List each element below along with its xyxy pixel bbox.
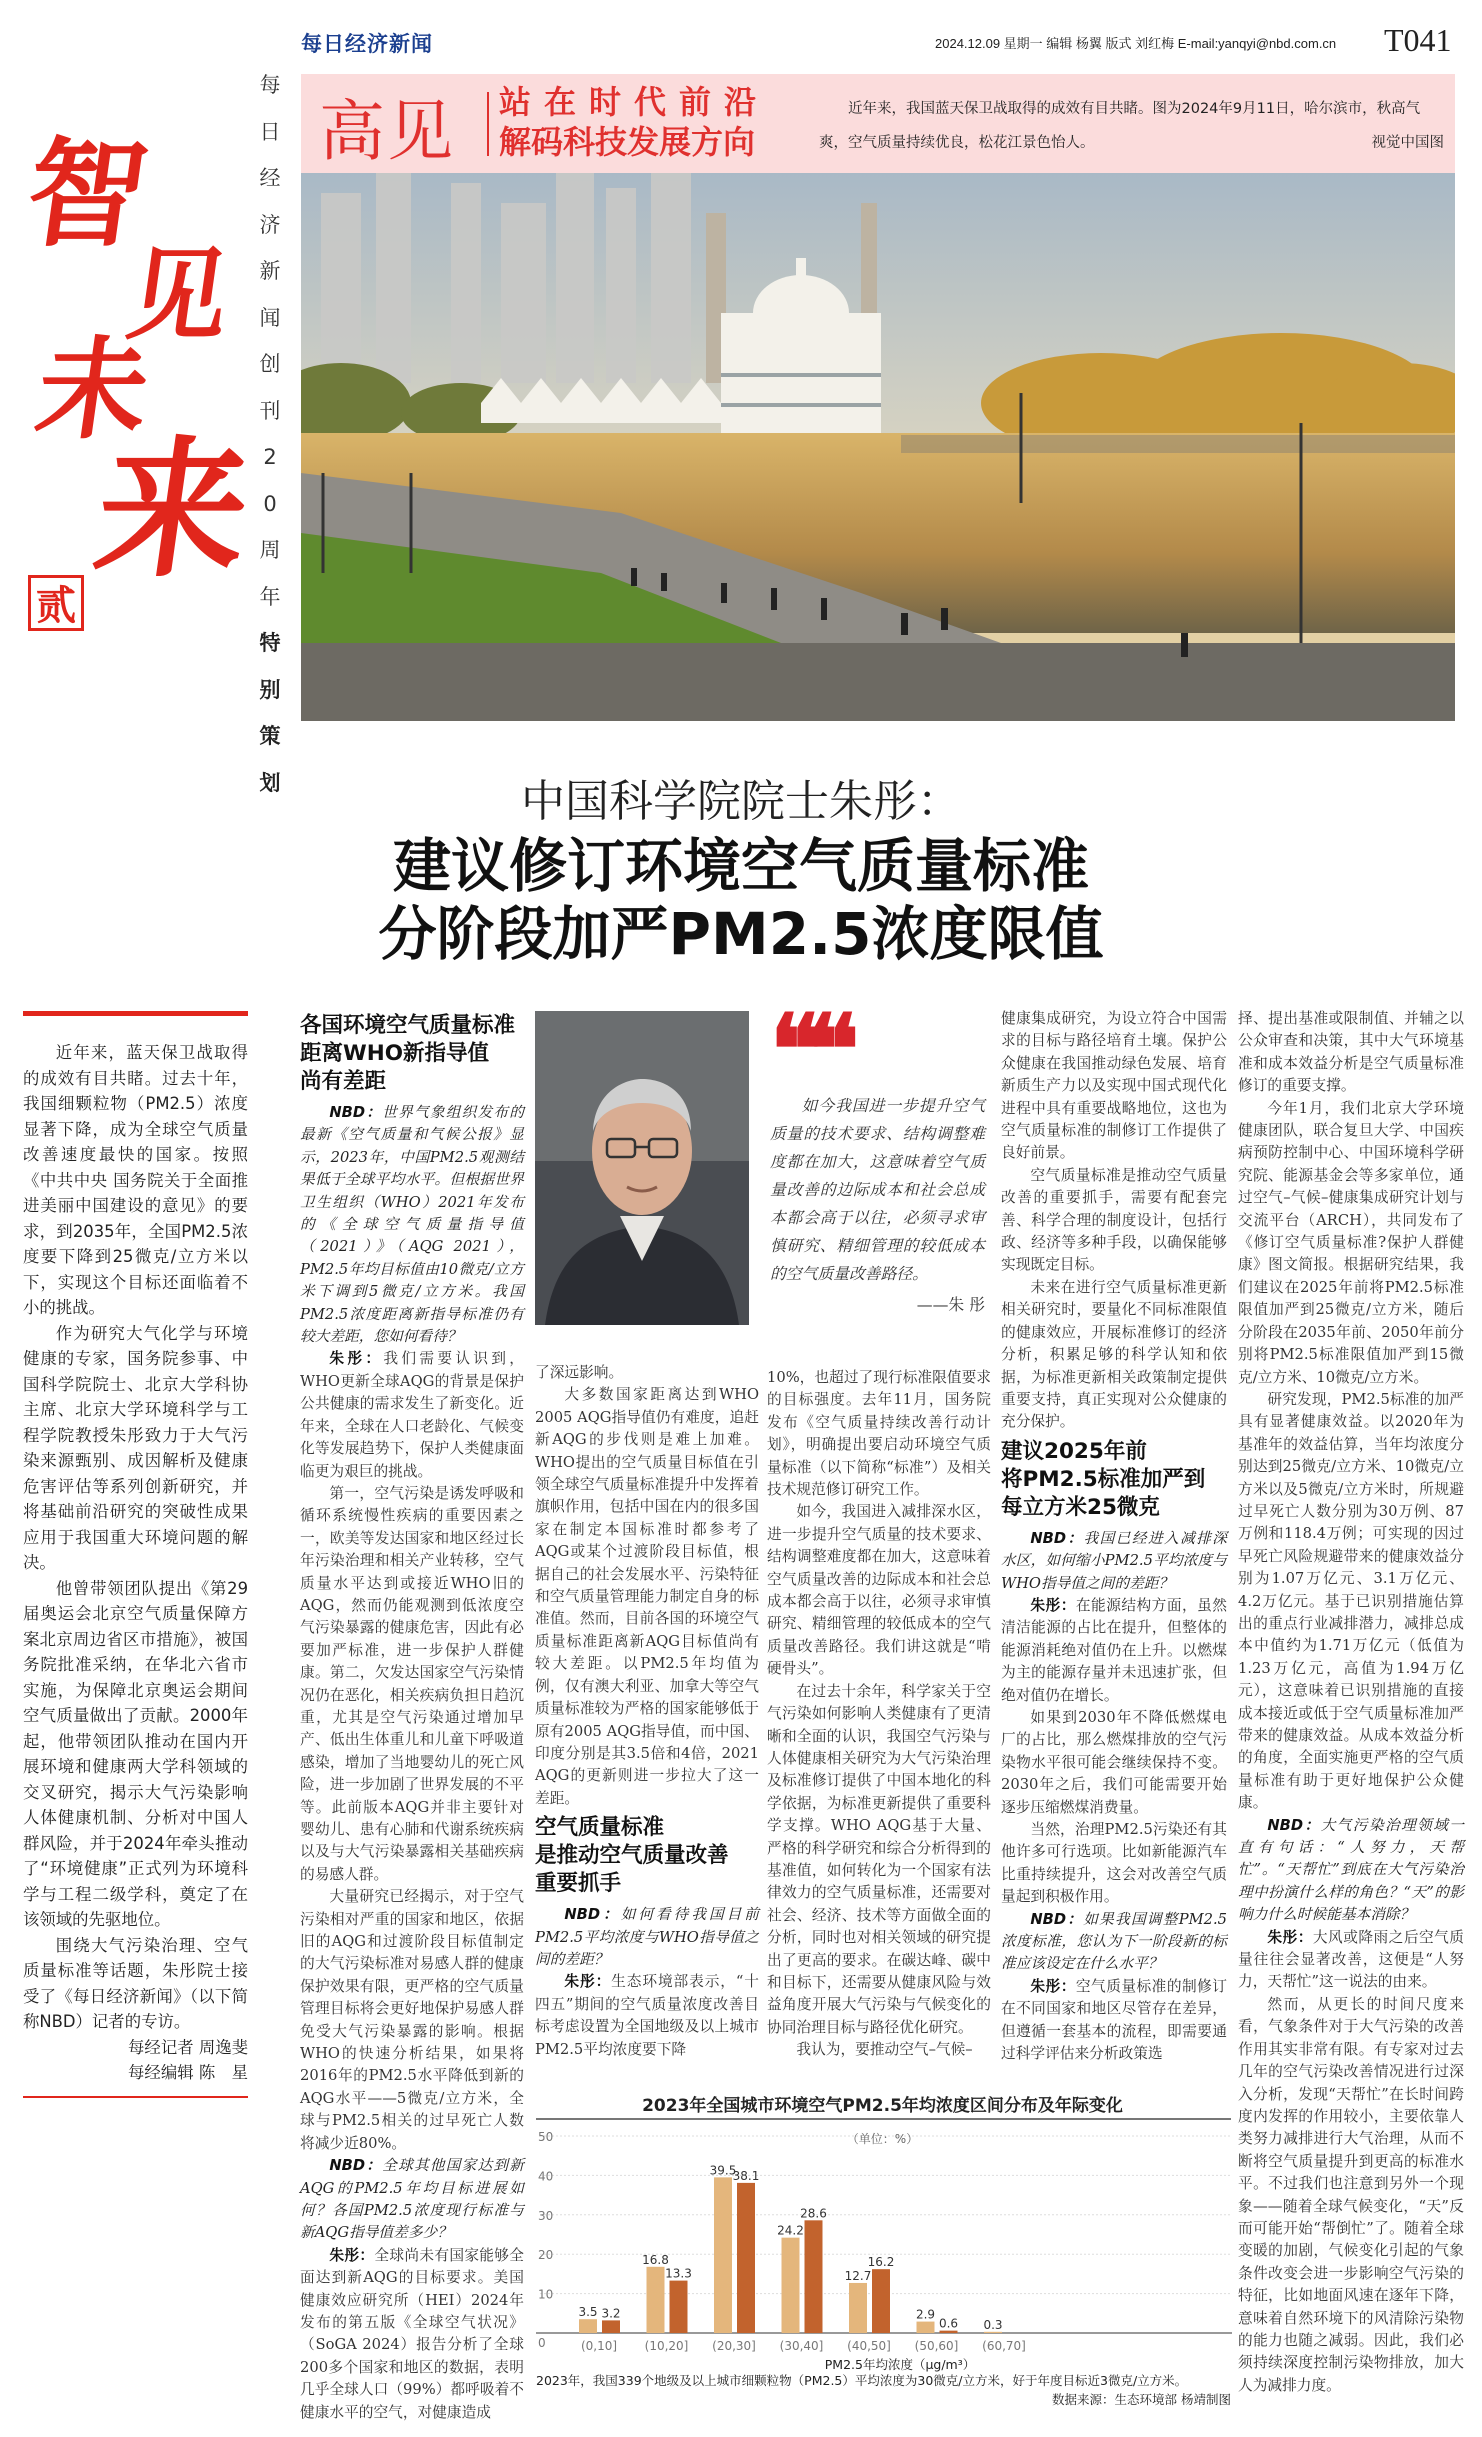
- body-paragraph: 如今，我国进入减排深水区，进一步提升空气质量的技术要求、结构调整难度都在加大，这意味着空气质量改善的边际成本和社会总成本都会高于以往，必须寻求审慎研究、精细管理的较低成本的空气质量改善路径。我们讲这就是“啃硬骨头”。: [767, 1503, 991, 1678]
- speaker-label: NBD：: [329, 1104, 383, 1121]
- speaker-label: NBD：: [329, 2157, 383, 2175]
- y-tick-label: 30: [538, 2208, 554, 2223]
- vertical-series-title: [258, 62, 282, 806]
- series-title-bold: 特别策划: [259, 631, 281, 795]
- bar: [849, 2283, 867, 2333]
- headline-kicker: 中国科学院院士朱彤：: [521, 776, 961, 827]
- section-heading-line: 每立方米25微克: [1001, 1494, 1160, 1520]
- interview-answer: [300, 2245, 524, 2424]
- body-paragraph: 当然，治理PM2.5污染还有其他许多可行选项。比如新能源汽车比重持续提升，这会对改善空气质量起到积极作用。: [1001, 1821, 1227, 1906]
- zhu-tong-portrait: [535, 1011, 749, 1325]
- interview-question: [1001, 1528, 1227, 1595]
- slogan-line-2: 解码科技发展方向: [499, 123, 756, 161]
- speaker-label: 朱彤：: [1267, 1928, 1313, 1946]
- bar-value-label: 0.3: [983, 2317, 1003, 2332]
- body-paragraph: 大量研究已经揭示，对于空气污染相对严重的国家和地区，依据旧的AQG和过渡阶段目标值制定的大气污染标准对易感人群的健康保护效果有限，更严格的空气质量管理目标将会更好地保护易感人群免受大气污染暴露的影响。根据WHO的快速分析结果，如果将2016年的PM2.5水平降低到新的AQG水平——5微克/立方米，全球与PM2.5相关的过早死亡人数将减少近80%。: [300, 1888, 524, 2152]
- body-paragraph: 研究发现，PM2.5标准的加严具有显著健康效益。以2020年为基准年的效益估算，当年均浓度分别达到25微克/立方米、10微克/立方米以及5微克/立方米时，所规避过早死亡人数分别为30万例、87万例和118.4万例；可实现的因过早死亡风险规避带来的健康效益分别为1.07万亿元、3.1万亿元、4.2万亿元。基于已识别措施估算出的重点行业减排潜力，减排总成本中值约为1.71万亿元（低值为1.23万亿元，高值为1.94万亿元），这意味着已识别措施的直接成本接近或低于空气质量标准加严带来的健康效益。从成本效益分析的角度，全面实施更严格的空气质量标准有助于更好地保护公众健康。: [1238, 1390, 1464, 1812]
- pull-quote-text: 如今我国进一步提升空气质量的技术要求、结构调整难度都在加大，这意味着空气质量改善的边际成本和社会总成本都会高于以往，必须寻求审慎研究、精细管理的较低成本的空气质量改善路径。: [770, 1096, 985, 1283]
- x-tick-label: (20,30]: [712, 2339, 756, 2353]
- x-tick-label: (60,70]: [982, 2339, 1026, 2353]
- slogan-line-1: 站在时代前沿: [499, 83, 770, 121]
- article-column-5: [1001, 1008, 1227, 2065]
- interview-answer: [1001, 1976, 1227, 2066]
- series-title-plain: 每日经济新闻创刊20周年: [259, 73, 281, 609]
- pull-quote: [770, 993, 985, 1315]
- x-tick-label: (0,10]: [580, 2339, 618, 2353]
- harbin-riverside-photo: [301, 173, 1455, 721]
- chart-unit: （单位：%）: [846, 2132, 919, 2146]
- y-tick-label: 10: [538, 2287, 554, 2302]
- body-paragraph: 空气质量标准是推动空气质量改善的重要抓手，需要有配套完善、科学合理的制度设计，包括行政、经济等多种手段，以确保能够实现既定目标。: [1001, 1166, 1227, 1274]
- paragraph-text: 如何看待我国目前PM2.5平均浓度与WHO指导值之间的差距？: [535, 1906, 759, 1968]
- bar: [579, 2319, 597, 2333]
- lead-top-rule: [23, 1011, 248, 1016]
- lead-paragraph: 他曾带领团队提出《第29届奥运会北京空气质量保障方案北京周边省区市措施》，被国务院批准采纳，在华北六省市实施，为保障北京奥运会期间空气质量做出了贡献。2000年起，他带领团队推动在国内开展环境和健康两大学科领域的交叉研究，揭示大气污染影响人体健康机制、分析对中国人群风险，并于2024年牵头推动了“环境健康”正式列为环境科学与工程二级学科，奠定了在该领域的先驱地位。: [23, 1578, 248, 1929]
- x-tick-label: (50,60]: [914, 2339, 959, 2353]
- paragraph-text: 生态环境部表示，“十四五”期间的空气质量浓度改善目标考虑设置为全国地级及以上城市PM2.5平均浓度要下降: [535, 1973, 759, 2058]
- x-tick-label: (40,50]: [847, 2339, 891, 2353]
- bar-value-label: 39.5: [709, 2163, 737, 2178]
- article-column-4: [767, 1367, 991, 2062]
- paragraph-text: 空气质量标准的制修订在不同国家和地区尽管存在差异，但遵循一套基本的流程，即需要通过科学评估来分析政策选: [1001, 1977, 1227, 2063]
- bar-value-label: 3.2: [601, 2306, 621, 2321]
- section-heading-line: 距离WHO新指导值: [300, 1041, 489, 1066]
- bar-value-label: 2.9: [915, 2307, 936, 2322]
- logo-char: 见: [119, 236, 237, 354]
- lead-bottom-rule: [23, 2096, 248, 2098]
- bar: [805, 2220, 823, 2333]
- quote-mark-icon: ❝❝: [770, 993, 846, 1106]
- y-tick-label: 50: [538, 2130, 554, 2144]
- speaker-label: NBD：: [1030, 1910, 1084, 1928]
- chart-title-rule: [536, 2118, 1231, 2120]
- bar-value-label: 0.6: [938, 2316, 959, 2331]
- body-paragraph: 10%，也超过了现行标准限值要求的目标强度。去年11月，国务院发布《空气质量持续改善行动计划》，明确提出要启动环境空气质量标准（以下简称“标准”）及相关技术规范修订研究工作。: [767, 1369, 991, 1499]
- lead-paragraph: 围绕大气污染治理、空气质量标准等话题，朱彤院士接受了《每日经济新闻》（以下简称NBD）记者的专访。: [23, 1935, 248, 2031]
- lead-paragraph: 作为研究大气化学与环境健康的专家，国务院参事、中国科学院院士、北京大学科协主席、北京大学环境科学与工程学院教授朱彤致力于大气污染来源甄别、成因解析及健康危害评估等系列创新研究，并将基础前沿研究的突破性成果应用于我国重大环境问题的解决。: [23, 1323, 248, 1572]
- reporter-byline: 每经记者 周逸斐: [128, 2037, 248, 2057]
- logo-char: 未: [29, 325, 158, 454]
- section-heading: [1001, 1438, 1227, 1522]
- speaker-label: NBD：: [564, 1906, 621, 1924]
- speaker-label: 朱彤：: [1030, 1977, 1076, 1995]
- interview-question: [1001, 1909, 1227, 1976]
- section-heading-line: 是推动空气质量改善: [535, 1843, 729, 1869]
- interview-answer: [535, 1971, 759, 2061]
- section-heading-line: 重要抓手: [535, 1871, 622, 1897]
- section-heading-line: 将PM2.5标准加严到: [1001, 1466, 1206, 1492]
- y-tick-label: 40: [538, 2169, 554, 2184]
- paper-name: 每日经济新闻: [301, 32, 433, 56]
- zhijian-weilai-logo: [18, 124, 261, 655]
- bar: [714, 2177, 732, 2333]
- article-column-2: [300, 1008, 524, 2424]
- column-name: 高见: [319, 93, 455, 170]
- issue-info: 2024.12.09 星期一 编辑 杨翼 版式 刘红梅 E-mail:yanqyi@nbd.com.cn: [935, 36, 1337, 51]
- x-tick-label: (30,40]: [779, 2339, 824, 2353]
- speaker-label: 朱彤：: [564, 1973, 612, 1991]
- y-tick-label: 0: [538, 2336, 546, 2350]
- interview-question: [1238, 1815, 1464, 1927]
- section-banner: [301, 74, 1455, 173]
- section-heading-line: 尚有差距: [300, 1069, 387, 1094]
- bar-value-label: 28.6: [800, 2206, 827, 2221]
- interview-answer: [300, 1348, 524, 1482]
- headline-line-1: 建议修订环境空气质量标准: [392, 832, 1089, 900]
- body-paragraph: 如果到2030年不降低燃煤电厂的占比，那么燃煤排放的空气污染物水平很可能会继续保持不变。2030年之后，我们可能需要开始逐步压缩燃煤消费量。: [1001, 1708, 1227, 1816]
- section-heading: [300, 1012, 524, 1096]
- bar: [602, 2320, 620, 2333]
- interview-answer: [1238, 1927, 1464, 1994]
- body-paragraph: 了深远影响。: [535, 1364, 624, 1381]
- headline-line-2: 分阶段加严PM2.5浓度限值: [378, 900, 1104, 968]
- body-paragraph: 在过去十余年，科学家关于空气污染如何影响人类健康有了更清晰和全面的认识，我国空气污染与人体健康相关研究为大气污染治理及标准修订提供了中国本地化的科学依据，为标准更新提供了重要科学支撑。WHO AQG基于大量、严格的科学研究和综合分析得到的基准值，如何转化为一个国家有法律效力的空气质量标准，还需要对社会、经济、技术等方面做全面的分析，同时也对相关领域的研究提出了更高的要求。在碳达峰、碳中和目标下，还需要从健康风险与效益角度开展大气污染与气候变化的协同治理目标与路径优化研究。: [767, 1682, 991, 2036]
- paragraph-text: 全球其他国家达到新AQG的PM2.5年均目标进展如何？各国PM2.5浓度现行标准与新AQG指导值差多少？: [300, 2157, 524, 2242]
- editor-byline: 每经编辑 陈 星: [128, 2063, 248, 2082]
- body-paragraph: 今年1月，我们北京大学环境健康团队，联合复旦大学、中国疾病预防控制中心、中国环境科学研究院、能源基金会等多家单位，通过空气–气候–健康集成研究计划与交流平台（ARCH），共同发布了《修订空气质量标准?保护人群健康》图文简报。根据研究结果，我们建议在2025年前将PM2.5标准限值加严到25微克/立方米，随后分阶段在2035年前、2050年前分别将PM2.5标准限值加严到15微克/立方米、10微克/立方米。: [1238, 1099, 1464, 1386]
- paragraph-text: 全球尚未有国家能够全面达到新AQG的目标要求。美国健康效应研究所（HEI）2024年发布的第五版《全球空气状况》（SoGA 2024）报告分析了全球200多个国家和地区的数据，表明几乎全球人口（99%）都呼吸着不健康水平的空气，对健康造成: [300, 2246, 524, 2421]
- speaker-label: 朱彤：: [329, 2246, 375, 2264]
- bar-value-label: 16.2: [867, 2255, 895, 2270]
- paragraph-text: 我们需要认识到，WHO更新全球AQG的背景是保护公共健康的需求发生了新变化。近年来，全球在人口老龄化、气候变化等发展趋势下，保护人类健康面临更为艰巨的挑战。: [300, 1350, 524, 1480]
- bar: [872, 2269, 890, 2333]
- bar-value-label: 24.2: [777, 2223, 804, 2238]
- article-headline: [0, 772, 1482, 968]
- pm25-distribution-chart: [530, 2088, 1235, 2437]
- paragraph-text: 我国已经进入减排深水区，如何缩小PM2.5平均浓度与WHO指导值之间的差距？: [1001, 1529, 1227, 1592]
- bar: [984, 2332, 1002, 2333]
- bar-value-label: 12.7: [844, 2268, 872, 2283]
- body-paragraph: 然而，从更长的时间尺度来看，气象条件对于大气污染的改善作用其实非常有限。有专家对过去几年的空气污染改善情况进行过深入分析，发现“天帮忙”在长时间跨度内发挥的作用较小，主要依靠人类努力减排进行大气治理，从而不断将空气质量提升到更高的标准水平。不过我们也注意到另外一个现象——随着全球气候变化，“天”反而可能开始“帮倒忙”了。随着全球变暖的加剧，气候变化引起的气象条件改变会进一步影响空气污染的特征，比如地面风速在逐年下降，意味着自然环境下的风清除污染物的能力也随之减弱。因此，我们必须持续深度控制污染物排放，加大人为减排力度。: [1238, 1995, 1464, 2394]
- banner-slogan: [499, 82, 769, 162]
- section-heading-line: 建议2025年前: [1001, 1438, 1147, 1464]
- chart-title: 2023年全国城市环境空气PM2.5年均浓度区间分布及年际变化: [642, 2096, 1123, 2116]
- bar: [647, 2267, 665, 2333]
- bar: [737, 2183, 755, 2333]
- chart-caption: 2023年，我国339个地级及以上城市细颗粒物（PM2.5）平均浓度为30微克/立方米，好于年度目标近3微克/立方米。: [536, 2373, 1188, 2388]
- bar: [670, 2281, 688, 2333]
- interview-question: [300, 1102, 524, 1348]
- article-column-6: [1238, 1008, 1464, 2397]
- banner-divider: [487, 92, 489, 156]
- lead-paragraph: 近年来，蓝天保卫战取得的成效有目共睹。过去十年，我国细颗粒物（PM2.5）浓度显著下降，成为全球空气质量改善速度最快的国家。按照《中共中央 国务院关于全面推进美丽中国建设的意见》的要求，到2035年，全国PM2.5浓度要下降到25微克/立方米以下，实现这个目标还面临着不小的挑战。: [23, 1043, 248, 1317]
- interview-answer: [1001, 1595, 1227, 1707]
- bar: [917, 2322, 935, 2333]
- article-lead: [23, 1011, 248, 2098]
- paragraph-text: 大风或降雨之后空气质量往往会显著改善，这便是“人努力，天帮忙”这一说法的由来。: [1238, 1928, 1464, 1991]
- body-paragraph: 大多数国家距离达到WHO 2005 AQG指导值仍有难度，追赶新AQG的步伐则是难上加难。WHO提出的空气质量目标值在引领全球空气质量标准提升中发挥着旗帜作用，包括中国在内的很多国家在制定本国标准时都参考了AQG或某个过渡阶段目标值，根据自己的社会发展水平、污染特征和空气质量管理能力制定自身的标准值。然而，目前各国的环境空气质量标准距离新AQG目标值尚有较大差距。以PM2.5年均值为例，仅有澳大利亚、加拿大等空气质量标准较为严格的国家能够低于原有2005 AQG指导值，而中国、印度分别是其3.5倍和4倍，2021 AQG的更新则进一步拉大了这一差距。: [535, 1386, 759, 1807]
- x-tick-label: (10,20]: [644, 2339, 689, 2353]
- bar: [782, 2238, 800, 2333]
- bar: [940, 2331, 958, 2333]
- article-column-3: [535, 1362, 759, 2061]
- section-heading-line: 各国环境空气质量标准: [300, 1013, 516, 1038]
- section-heading: [535, 1814, 759, 1898]
- speaker-label: 朱彤：: [1030, 1596, 1076, 1614]
- speaker-label: NBD：: [1267, 1816, 1321, 1834]
- bar-value-label: 3.5: [578, 2305, 598, 2320]
- x-axis-label: PM2.5年均浓度（μg/m³）: [824, 2357, 976, 2372]
- body-paragraph: 第一，空气污染是诱发呼吸和循环系统慢性疾病的重要因素之一，欧美等发达国家和地区经过长年污染治理和相关产业转移，空气质量水平达到或接近WHO旧的AQG，然而仍能观测到低浓度空气污染暴露的健康危害，因此有必要加严标准，进一步保护人群健康。第二，欠发达国家空气污染情况仍在恶化，相关疾病负担日趋沉重，尤其是空气污染通过增加早产、低出生体重儿和儿童下呼吸道感染，增加了当地婴幼儿的死亡风险，进一步加剧了世界发展的不平等。此前版本AQG并非主要针对婴幼儿、患有心肺和代谢系统疾病以及与大气污染暴露相关基础疾病的易感人群。: [300, 1484, 524, 1883]
- speaker-label: 朱彤：: [329, 1350, 384, 1368]
- y-tick-label: 20: [538, 2248, 554, 2263]
- interview-question: [300, 2155, 524, 2245]
- pull-quote-attribution: ——朱 彤: [916, 1295, 985, 1314]
- paragraph-text: 在能源结构方面，虽然清洁能源的占比在提升，但整体的能源消耗绝对值仍在上升。以燃煤为主的能源存量并未迅速扩张，但绝对值仍在增长。: [1001, 1596, 1227, 1704]
- chart-source: 数据来源：生态环境部 杨靖制图: [1052, 2392, 1231, 2407]
- paragraph-text: 世界气象组织发布的最新《空气质量和气候公报》显示，2023年，中国PM2.5观测结果低于全球平均水平。但根据世界卫生组织（WHO）2021年发布的《全球空气质量指导值（2021）》（AQG 2021），PM2.5年均目标值由10微克/立方米下调到5微克/立方米。我国PM2.5浓度距离新指导标准仍有较大差距，您如何看待？: [300, 1104, 524, 1346]
- logo-char: 智: [18, 124, 156, 263]
- logo-char: 来: [85, 422, 261, 598]
- section-heading-line: 空气质量标准: [535, 1815, 665, 1841]
- body-paragraph: 我认为，要推动空气–气候–: [796, 2041, 973, 2059]
- bar-value-label: 16.8: [642, 2252, 669, 2267]
- page-number: T041: [1384, 22, 1452, 58]
- bar-value-label: 13.3: [665, 2266, 692, 2281]
- paragraph-text: 大气污染治理领域一直有句话：“人努力，天帮忙”。“天帮忙”到底在大气污染治理中扮演什么样的角色？“天”的影响力什么时候能基本消除？: [1238, 1816, 1464, 1924]
- photo-caption-text: 近年来，我国蓝天保卫战取得的成效有目共睹。图为2024年9月11日，哈尔滨市，秋高气爽，空气质量持续优良，松花江景色怡人。: [819, 101, 1421, 151]
- bar-value-label: 38.1: [732, 2168, 760, 2183]
- photo-credit: 视觉中国图: [1371, 135, 1444, 151]
- body-paragraph: 择、提出基准或限制值、并辅之以公众审查和决策，其中大气环境基准和成本效益分析是空气质量标准修订的重要支撑。: [1238, 1010, 1464, 1095]
- paragraph-text: 如果我国调整PM2.5浓度标准，您认为下一阶段新的标准应该设定在什么水平？: [1001, 1910, 1227, 1973]
- body-paragraph: 健康集成研究，为设立符合中国需求的目标与路径培育土壤。保护公众健康在我国推动绿色发展、培育新质生产力以及实现中国式现代化进程中具有重要战略地位，这也为空气质量标准的制修订工作提供了良好前景。: [1001, 1010, 1227, 1162]
- logo-number: 贰: [28, 575, 84, 631]
- photo-caption: [819, 92, 1444, 160]
- interview-question: [535, 1904, 759, 1971]
- body-paragraph: 未来在进行空气质量标准更新相关研究时，要量化不同标准限值的健康效应，开展标准修订的经济分析，积累足够的科学认知和依据，为标准更新相关政策制定提供重要支持，真正实现对公众健康的充分保护。: [1001, 1278, 1227, 1431]
- speaker-label: NBD：: [1030, 1529, 1084, 1547]
